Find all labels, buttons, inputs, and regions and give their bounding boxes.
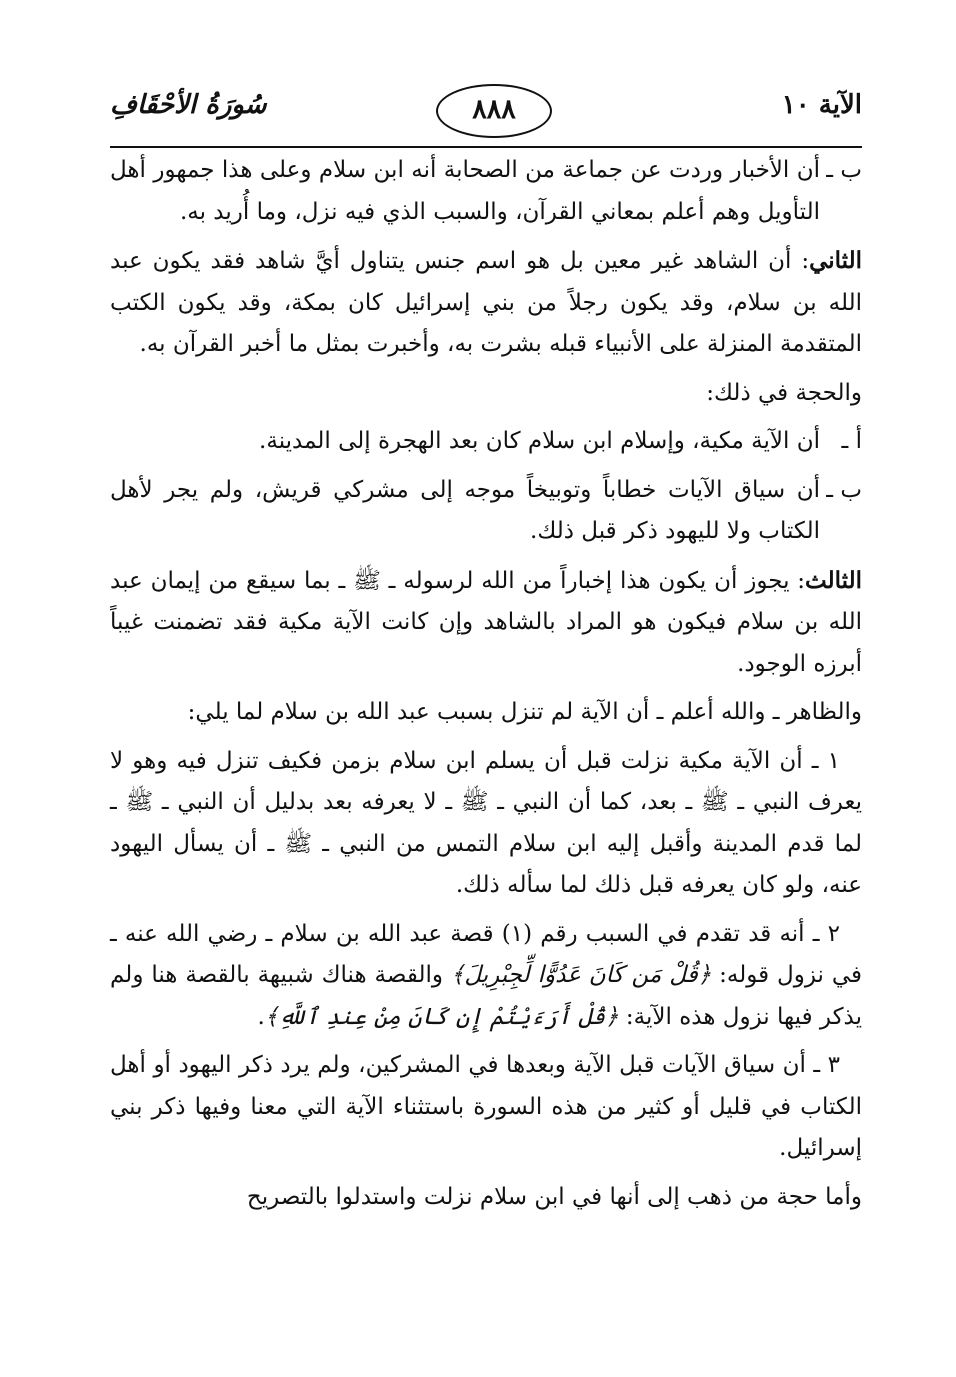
paragraph-proof-intro: والحجة في ذلك: [706, 379, 862, 406]
quran-quote: ﴿قُلْ أَرَءَيْتُمْ إِن كَانَ مِنْ عِندِ ٱللَّهِ﴾ [264, 1003, 619, 1030]
item-text: والقصة هناك شبيهة بالقصة هنا ولم يذكر فيها نزول هذه الآية: [110, 962, 862, 1030]
paragraph-conclusion: والظاهر ـ والله أعلم ـ أن الآية لم تنزل بسبب عبد الله بن سلام لما يلي: [187, 699, 862, 725]
surah-title: سُورَةُ الأحْقَافِ [110, 90, 267, 120]
quran-quote: ﴿قُلْ مَن كَانَ عَدُوًّا لِّجِبْرِيلَ﴾ [450, 962, 712, 988]
numbered-item-1: ١ ـ أن الآية مكية نزلت قبل أن يسلم ابن سلام بزمن فكيف تنزل فيه وهو لا يعرف النبي ـ ﷺ ـ بعد، كما أن النبي ـ ﷺ ـ لا يعرفه بعد بدليل أن النبي ـ ﷺ ـ لما قدم المدينة وأقبل إليه ابن سلام التمس من النبي ـ ﷺ ـ أن يسأل اليهود عنه، ولو كان يعرفه قبل ذلك لما سأله ذلك. [110, 747, 862, 898]
item-text: أن الأخبار وردت عن جماعة من الصحابة أنه ابن سلام وعلى هذا جمهور أهل التأويل وهم أعلم بمعاني القرآن، والسبب الذي فيه نزل، وما أُريد به. [110, 157, 820, 225]
item-text: أن سياق الآيات خطاباً وتوبيخاً موجه إلى مشركي قريش، ولم يجر لأهل الكتاب ولا لليهود ذكر قبل ذلك. [110, 476, 820, 544]
item-text: أن الآية مكية، وإسلام ابن سلام كان بعد الهجرة إلى المدينة. [259, 428, 820, 454]
ayah-label: الآية ١٠ [781, 90, 862, 120]
paragraph-third [110, 560, 862, 686]
paragraph-last: وأما حجة من ذهب إلى أنها في ابن سلام نزلت واستدلوا بالتصريح [246, 1183, 862, 1210]
list-item-b2 [110, 470, 862, 553]
item-marker: ب ـ [826, 476, 862, 503]
lead-word: الثاني [809, 247, 862, 274]
numbered-item-3: ٣ ـ أن سياق الآيات قبل الآية وبعدها في المشركين، ولم يرد ذكر اليهود أو أهل الكتاب في قليل أو كثير من هذه السورة باستثناء الآية التي معنا وفيها ذكر بني إسرائيل. [110, 1052, 862, 1161]
lead-word: الثالث [805, 566, 862, 594]
item-text: ٢ ـ أنه قد تقدم في السبب رقم (١) قصة عبد الله بن سلام ـ رضي الله عنه ـ في نزول قوله: [110, 920, 862, 988]
list-item-a [110, 421, 862, 463]
page-number: ٨٨٨ [436, 84, 552, 138]
paragraph-second [110, 240, 862, 366]
page-header [110, 84, 862, 148]
page-body [110, 150, 862, 1225]
list-item-b1 [110, 150, 862, 233]
paragraph-text: : أن الشاهد غير معين بل هو اسم جنس يتناول أيَّ شاهد فقد يكون عبد الله بن سلام، وقد يكون رجلاً من بني إسرائيل كان بمكة، وقد يكون الكتب المتقدمة المنزلة على الأنبياء قبله بشرت به، وأخبرت بمثل ما أخبر القرآن به. [110, 248, 862, 357]
item-marker: ب ـ [826, 157, 862, 183]
paragraph-text: : يجوز أن يكون هذا إخباراً من الله لرسوله ـ ﷺ ـ بما سيقع من إيمان عبد الله بن سلام فيكون هو المراد بالشاهد وإن كانت الآية مكية فقد تضمنت غيباً أبرزه الوجود. [110, 567, 862, 677]
numbered-item-2 [110, 914, 862, 1039]
item-marker: أ ـ [841, 428, 862, 454]
item-text: . [257, 1003, 265, 1030]
